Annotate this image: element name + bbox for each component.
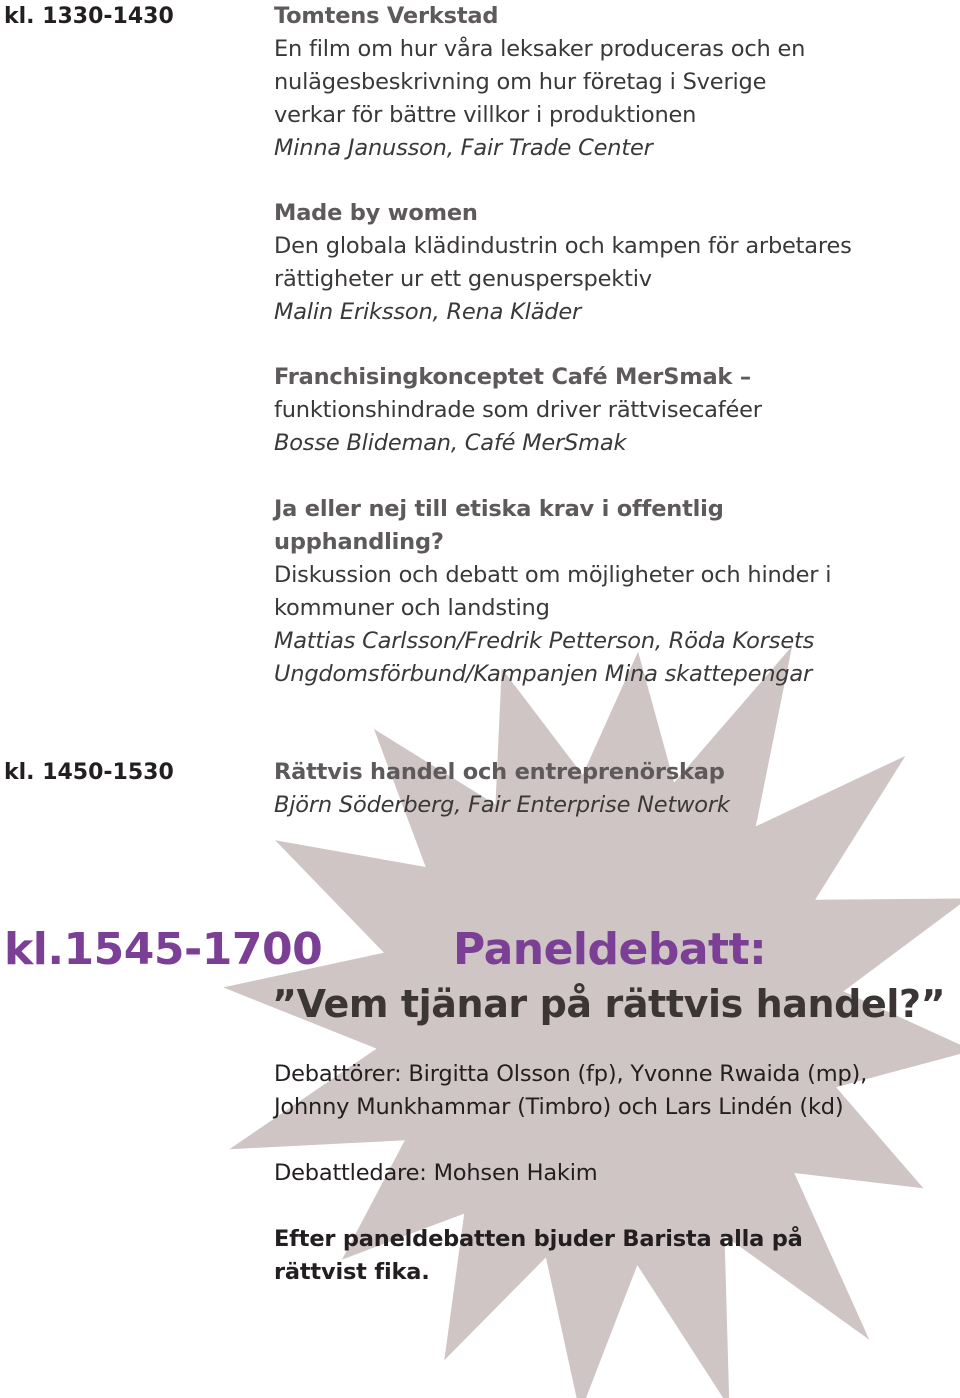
panel-subtitle: ”Vem tjänar på rättvis handel?” (272, 982, 946, 1026)
session-title: Ja eller nej till etiska krav i offentlig (274, 496, 724, 522)
session-made-by-women (274, 197, 954, 329)
panel-closing: rättvist fika. (274, 1259, 430, 1285)
panel-moderator: Debattledare: Mohsen Hakim (274, 1160, 598, 1186)
session-desc: Diskussion och debatt om möjligheter och hinder i (274, 562, 832, 588)
session-desc: Den globala klädindustrin och kampen för arbetares (274, 233, 852, 259)
session-desc: rättigheter ur ett genusperspektiv (274, 266, 652, 292)
session-title: Franchisingkonceptet Café MerSmak – (274, 364, 751, 390)
session-speaker: Mattias Carlsson/Fredrik Petterson, Röda Korsets (274, 628, 815, 654)
session-title: Made by women (274, 200, 478, 226)
session-speaker: Björn Söderberg, Fair Enterprise Network (274, 792, 730, 818)
session-speaker: Minna Janusson, Fair Trade Center (274, 135, 653, 161)
session-cafe-mersmak (274, 361, 954, 460)
session-speaker: Bosse Blideman, Café MerSmak (274, 430, 627, 456)
time-label-2: kl. 1450-1530 (4, 760, 174, 785)
panel-details (274, 1058, 954, 1289)
session-desc: nulägesbeskrivning om hur företag i Sverige (274, 69, 767, 95)
panel-debaters: Debattörer: Birgitta Olsson (fp), Yvonne Rwaida (mp), (274, 1061, 868, 1087)
session-desc: funktionshindrade som driver rättvisecaféer (274, 397, 762, 423)
panel-closing: Efter paneldebatten bjuder Barista alla på (274, 1226, 803, 1252)
session-etiska-krav (274, 493, 954, 691)
session-desc: kommuner och landsting (274, 595, 550, 621)
session-title: Rättvis handel och entreprenörskap (274, 759, 725, 785)
session-speaker: Ungdomsförbund/Kampanjen Mina skattepengar (274, 661, 812, 687)
session-speaker: Malin Eriksson, Rena Kläder (274, 299, 582, 325)
session-title: upphandling? (274, 529, 444, 555)
session-title: Tomtens Verkstad (274, 3, 499, 29)
session-tomtens-verkstad (274, 0, 954, 165)
session-desc: verkar för bättre villkor i produktionen (274, 102, 697, 128)
session-desc: En film om hur våra leksaker produceras och en (274, 36, 806, 62)
panel-debaters: Johnny Munkhammar (Timbro) och Lars Lindén (kd) (274, 1094, 844, 1120)
panel-time: kl.1545-1700 (4, 924, 323, 975)
session-entreprenorskap (274, 756, 954, 822)
time-label-1: kl. 1330-1430 (4, 4, 174, 29)
panel-title: Paneldebatt: (453, 924, 767, 975)
